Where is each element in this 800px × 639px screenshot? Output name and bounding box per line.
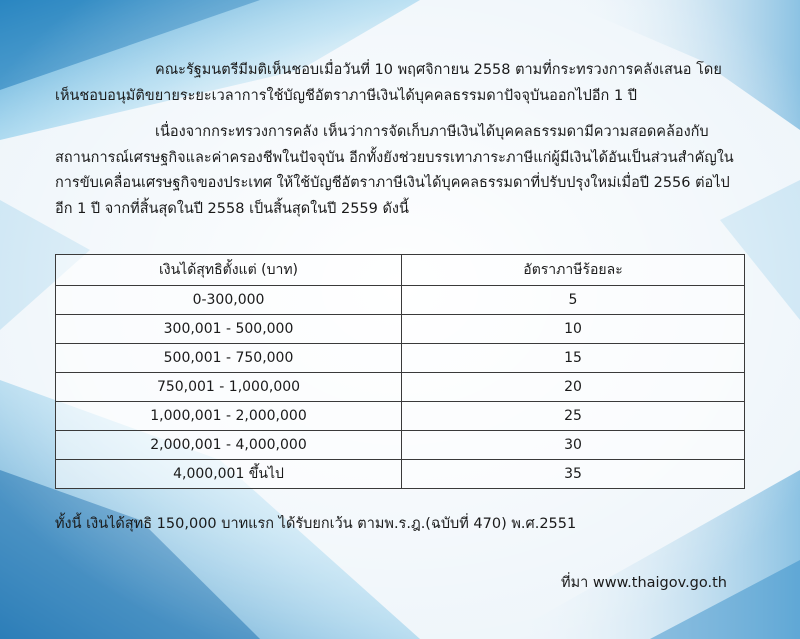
income-bracket-cell: 4,000,001 ขึ้นไป xyxy=(56,460,402,489)
table-row xyxy=(56,286,745,315)
header-net-income: เงินได้สุทธิตั้งแต่ (บาท) xyxy=(56,255,402,286)
table-row xyxy=(56,315,745,344)
paragraph-reason: เนื่องจากกระทรวงการคลัง เห็นว่าการจัดเก็บภาษีเงินได้บุคคลธรรมดามีความสอดคล้องกับสถานการณ์เศรษฐกิจและค่าครองชีพในปัจจุบัน อีกทั้งยังช่วยบรรเทาภาระภาษีแก่ผู้มีเงินได้อันเป็นส่วนสำคัญในการขับเคลื่อนเศรษฐกิจของประเทศ ให้ใช้บัญชีอัตราภาษีเงินได้บุคคลธรรมดาที่ปรับปรุงใหม่เมื่อปี 2556 ต่อไปอีก 1 ปี จากที่สิ้นสุดในปี 2558 เป็นสิ้นสุดในปี 2559 ดังนี้ xyxy=(55,124,734,217)
exemption-note: ทั้งนี้ เงินได้สุทธิ 150,000 บาทแรก ได้รับยกเว้น ตามพ.ร.ฎ.(ฉบับที่ 470) พ.ศ.2551 xyxy=(55,516,577,532)
tax-rate-cell: 15 xyxy=(402,344,745,373)
income-bracket-cell: 300,001 - 500,000 xyxy=(56,315,402,344)
tax-rate-table xyxy=(55,254,745,489)
table-row xyxy=(56,344,745,373)
table-row xyxy=(56,402,745,431)
table-header-row xyxy=(56,255,745,286)
income-bracket-cell: 500,001 - 750,000 xyxy=(56,344,402,373)
tax-rate-cell: 20 xyxy=(402,373,745,402)
table-row xyxy=(56,373,745,402)
income-bracket-cell: 2,000,001 - 4,000,000 xyxy=(56,431,402,460)
income-bracket-cell: 0-300,000 xyxy=(56,286,402,315)
tax-rate-cell: 30 xyxy=(402,431,745,460)
header-tax-rate: อัตราภาษีร้อยละ xyxy=(402,255,745,286)
table-row xyxy=(56,431,745,460)
paragraph-cabinet-resolution: คณะรัฐมนตรีมีมติเห็นชอบเมื่อวันที่ 10 พฤศจิกายน 2558 ตามที่กระทรวงการคลังเสนอ โดยเห็นชอบอนุมัติขยายระยะเวลาการใช้บัญชีอัตราภาษีเงินได้บุคคลธรรมดาปัจจุบันออกไปอีก 1 ปี xyxy=(55,62,722,104)
tax-rate-cell: 5 xyxy=(402,286,745,315)
income-bracket-cell: 1,000,001 - 2,000,000 xyxy=(56,402,402,431)
source-credit: ที่มา www.thaigov.go.th xyxy=(561,575,727,591)
tax-rate-cell: 10 xyxy=(402,315,745,344)
income-bracket-cell: 750,001 - 1,000,000 xyxy=(56,373,402,402)
table-row xyxy=(56,460,745,489)
tax-rate-cell: 35 xyxy=(402,460,745,489)
tax-rate-cell: 25 xyxy=(402,402,745,431)
